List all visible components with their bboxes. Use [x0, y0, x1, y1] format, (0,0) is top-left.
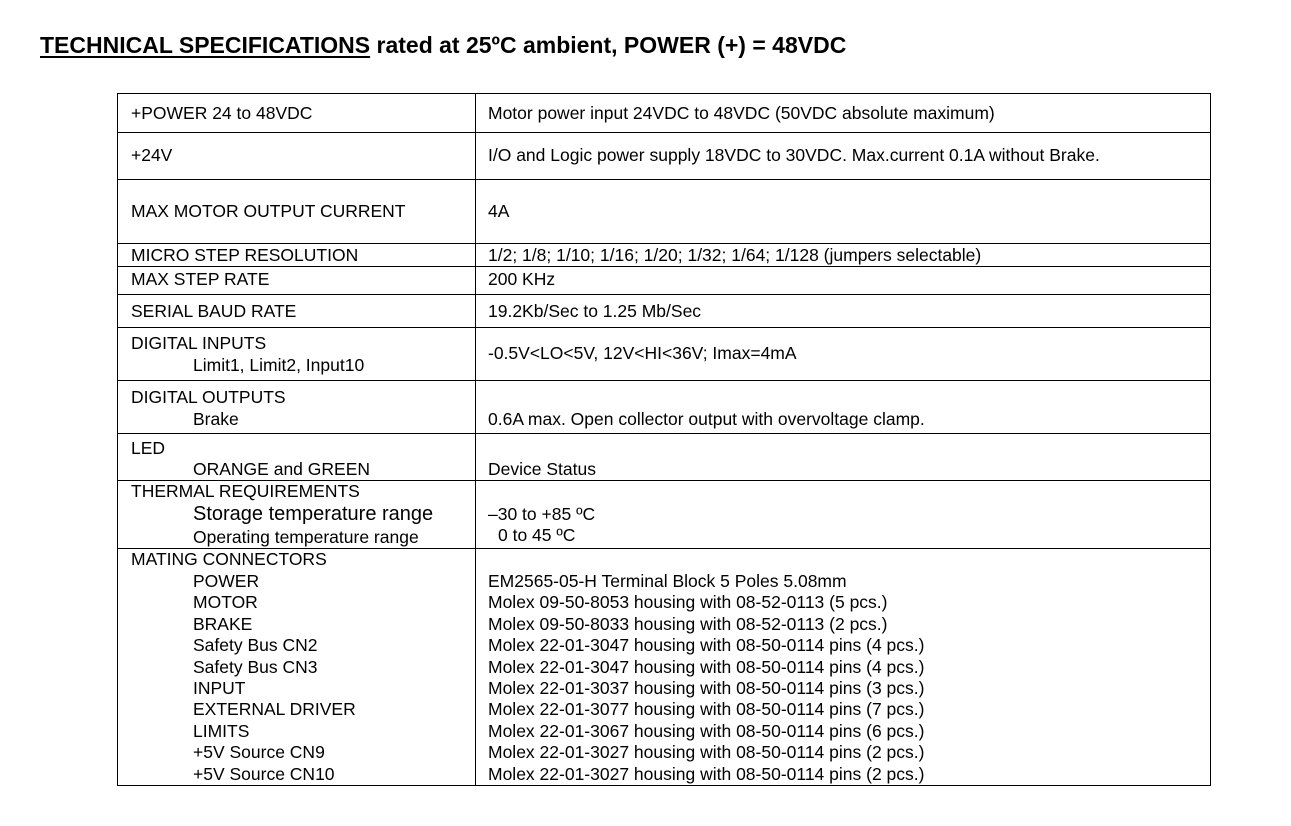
spec-row-24v: [118, 132, 1210, 179]
spec-row-micro-step: [118, 243, 1210, 266]
mating-connector-part: Molex 09-50-8033 housing with 08-52-0113 (2 pcs.): [488, 613, 888, 634]
spec-row-power: [118, 94, 1210, 132]
mating-connector-values: [488, 571, 924, 785]
spec-value-cell: [476, 267, 1210, 294]
spec-label: +POWER 24 to 48VDC: [131, 103, 313, 123]
spec-value: 0.6A max. Open collector output with overvoltage clamp.: [488, 409, 925, 429]
mating-connector-name: BRAKE: [193, 613, 253, 634]
spec-value-storage: –30 to +85 ºC: [488, 504, 596, 524]
spec-value: 19.2Kb/Sec to 1.25 Mb/Sec: [488, 301, 702, 321]
mating-connector-part: Molex 22-01-3047 housing with 08-50-0114 pins (4 pcs.): [488, 635, 925, 656]
spec-row-max-step: [118, 266, 1210, 294]
spec-value-cell: [476, 180, 1210, 243]
mating-connector-name: INPUT: [193, 677, 246, 698]
spec-value-cell: [476, 295, 1210, 327]
spec-label-cell: [118, 94, 476, 132]
mating-connector-part: EM2565-05-H Terminal Block 5 Poles 5.08mm: [488, 571, 847, 591]
spec-label-cell: [118, 133, 476, 179]
mating-connector-part: Molex 09-50-8053 housing with 08-52-0113 (5 pcs.): [488, 592, 888, 613]
spec-value: Motor power input 24VDC to 48VDC (50VDC absolute maximum): [488, 103, 995, 123]
spec-label: +24V: [131, 145, 173, 165]
mating-connector-name: Safety Bus CN3: [193, 656, 318, 677]
mating-connector-name: +5V Source CN9: [193, 742, 325, 763]
spec-row-mating: [118, 548, 1210, 785]
mating-connector-names: [193, 571, 356, 785]
spec-label: DIGITAL INPUTS: [131, 333, 267, 353]
spec-row-baud: [118, 294, 1210, 327]
mating-connector-part: Molex 22-01-3037 housing with 08-50-0114 pins (3 pcs.): [488, 677, 925, 698]
spec-value: Device Status: [488, 459, 596, 479]
spec-sublabel: Brake: [193, 409, 239, 429]
spec-label: DIGITAL OUTPUTS: [131, 387, 286, 407]
spec-label-cell: [118, 180, 476, 243]
spec-label-cell: [118, 434, 476, 480]
mating-connector-name: POWER: [193, 571, 260, 591]
mating-connector-name: EXTERNAL DRIVER: [193, 699, 356, 720]
mating-connector-part: Molex 22-01-3067 housing with 08-50-0114 pins (6 pcs.): [488, 720, 925, 741]
spec-label-cell: [118, 328, 476, 380]
mating-connector-name: MOTOR: [193, 592, 258, 613]
spec-table: [117, 93, 1211, 786]
spec-label: THERMAL REQUIREMENTS: [131, 481, 360, 501]
spec-value: -0.5V<LO<5V, 12V<HI<36V; Imax=4mA: [488, 343, 797, 363]
spec-value-cell: [476, 244, 1210, 266]
spec-row-thermal: [118, 480, 1210, 548]
spec-sublabel-storage: Storage temperature range: [193, 503, 434, 525]
spec-label-cell: [118, 295, 476, 327]
mating-connector-name: LIMITS: [193, 720, 250, 741]
spec-row-max-current: [118, 179, 1210, 243]
spec-sublabel: ORANGE and GREEN: [193, 459, 370, 479]
spec-value: I/O and Logic power supply 18VDC to 30VDC. Max.current 0.1A without Brake.: [488, 145, 1100, 165]
spec-value: 1/2; 1/8; 1/10; 1/16; 1/20; 1/32; 1/64; 1/128 (jumpers selectable): [488, 245, 982, 265]
mating-connector-part: Molex 22-01-3047 housing with 08-50-0114 pins (4 pcs.): [488, 656, 925, 677]
spec-label-cell: [118, 381, 476, 433]
spec-label: SERIAL BAUD RATE: [131, 301, 297, 321]
spec-row-digital-inputs: [118, 327, 1210, 380]
spec-row-digital-outputs: [118, 380, 1210, 433]
spec-label: MAX MOTOR OUTPUT CURRENT: [131, 201, 406, 221]
mating-connector-name: +5V Source CN10: [193, 763, 335, 784]
spec-value: 4A: [488, 201, 510, 221]
spec-label-cell: [118, 244, 476, 266]
spec-value-cell: [476, 381, 1210, 433]
mating-connector-part: Molex 22-01-3027 housing with 08-50-0114 pins (2 pcs.): [488, 763, 925, 784]
title-rest: rated at 25ºC ambient, POWER (+) = 48VDC: [370, 32, 847, 58]
spec-label-cell: [118, 549, 476, 785]
spec-label: LED: [131, 438, 166, 458]
spec-label-cell: [118, 267, 476, 294]
mating-connector-part: Molex 22-01-3077 housing with 08-50-0114 pins (7 pcs.): [488, 699, 925, 720]
spec-value-cell: [476, 94, 1210, 132]
spec-value-cell: [476, 549, 1210, 785]
spec-label-cell: [118, 481, 476, 548]
spec-value-cell: [476, 328, 1210, 380]
spec-value-operating: 0 to 45 ºC: [498, 525, 576, 545]
page-title: [40, 32, 846, 59]
spec-row-led: [118, 433, 1210, 480]
spec-sublabel-operating: Operating temperature range: [193, 527, 419, 547]
spec-sublabel: Limit1, Limit2, Input10: [193, 355, 365, 375]
spec-value-cell: [476, 434, 1210, 480]
mating-connector-part: Molex 22-01-3027 housing with 08-50-0114 pins (2 pcs.): [488, 742, 925, 763]
spec-value-cell: [476, 133, 1210, 179]
spec-label: MICRO STEP RESOLUTION: [131, 245, 359, 265]
spec-value-cell: [476, 481, 1210, 548]
spec-label: MAX STEP RATE: [131, 269, 270, 289]
spec-label: MATING CONNECTORS: [131, 549, 327, 569]
title-underlined: TECHNICAL SPECIFICATIONS: [40, 32, 371, 58]
mating-connector-name: Safety Bus CN2: [193, 635, 318, 656]
spec-value: 200 KHz: [488, 269, 556, 289]
